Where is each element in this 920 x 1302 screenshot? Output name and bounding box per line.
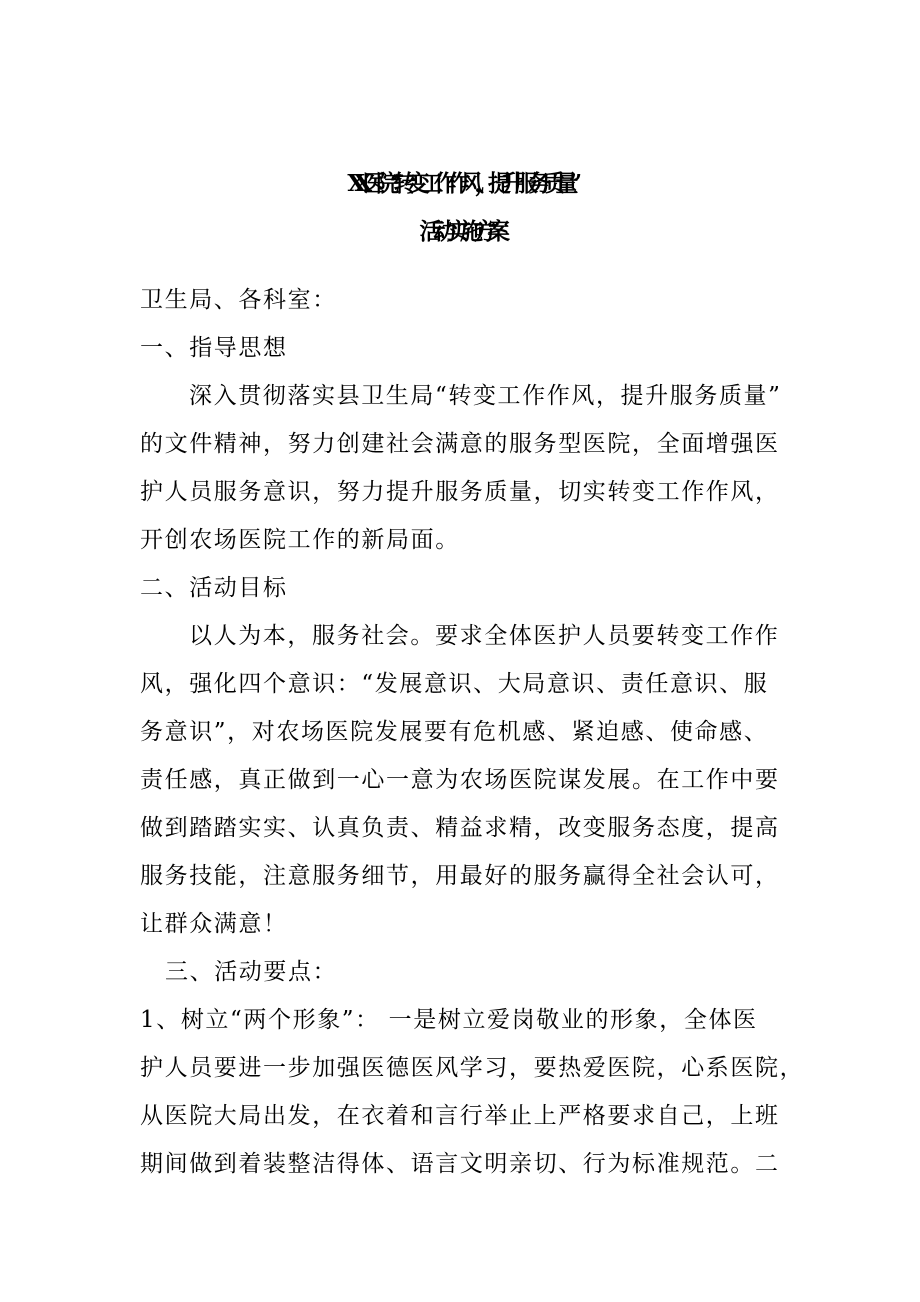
paragraph-line: 护人员服务意识，努力提升服务质量，切实转变工作作风， [140,479,780,505]
paragraph-line: 以人为本，服务社会。要求全体医护人员要转变工作作 [189,623,780,649]
paragraph-line: 的文件精神，努力创建社会满意的服务型医院，全面增强医 [140,431,780,457]
paragraph-line: 护人员要进一步加强医德医风学习，要热爱医院，心系医院， [140,1055,805,1081]
paragraph-line: 风，强化四个意识：“发展意识、大局意识、责任意识、服 [140,671,769,697]
paragraph-line: 深入贯彻落实县卫生局“转变工作作风，提升服务质量” [189,383,782,409]
paragraph-line: 服务技能，注意服务细节，用最好的服务赢得全社会认可， [140,863,780,889]
paragraph-line: 让群众满意！ [140,911,288,937]
paragraph-line: 做到踏踏实实、认真负责、精益求精，改变服务态度，提高 [140,815,780,841]
section-heading-guiding-ideology: 一、指导思想 [140,335,288,361]
paragraph-line: 期间做到着装整洁得体、语言文明亲切、行为标准规范。二 [140,1151,780,1177]
paragraph-line: 责任感，真正做到一心一意为农场医院谋发展。在工作中要 [140,767,780,793]
paragraph-line: 务意识”，对农场医院发展要有危机感、紧迫感、使命感、 [140,719,769,745]
paragraph-line: 1、树立“两个形象”： 一是树立爱岗敬业的形象，全体医 [140,1007,758,1033]
section-heading-activity-goals: 二、活动目标 [140,575,288,601]
section-heading-activity-points: 三、活动要点： [165,959,338,985]
salutation: 卫生局、各科室： [140,287,337,313]
document-subtitle: 活动实施方案 [419,218,501,245]
paragraph-line: 从医院大局出发，在衣着和言行举止上严格要求自己，上班 [140,1103,780,1129]
document-title: X X医院“转变工作作风，提升服务质量” [347,170,573,197]
paragraph-line: 开创农场医院工作的新局面。 [140,527,460,553]
